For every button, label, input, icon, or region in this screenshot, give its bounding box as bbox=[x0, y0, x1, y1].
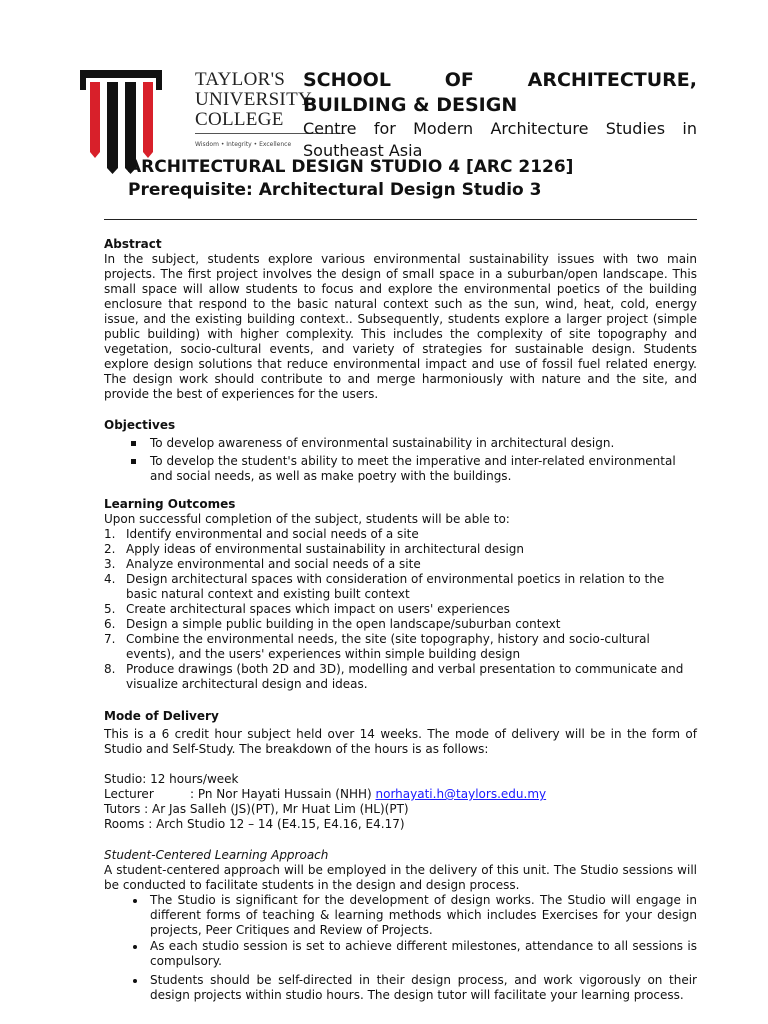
list-item bbox=[104, 527, 697, 542]
item-number: 7. bbox=[104, 632, 116, 646]
school-word: OF bbox=[444, 69, 474, 91]
list-item: To develop the student's ability to meet the imperative and inter-related environmental and social needs, as well as make poetry with the buildings. bbox=[104, 454, 697, 484]
item-number: 5. bbox=[104, 602, 116, 616]
school-title bbox=[303, 68, 697, 118]
item-text: Apply ideas of environmental sustainability in architectural design bbox=[126, 542, 525, 556]
scl-section bbox=[104, 848, 697, 1003]
list-item bbox=[104, 572, 697, 602]
course-heading bbox=[128, 156, 573, 202]
logo-line2: UNIVERSITY bbox=[195, 89, 312, 110]
delivery-text: This is a 6 credit hour subject held over 14 weeks. The mode of delivery will be in the form of Studio and Self-Study. The breakdown of the hours is as follows: bbox=[104, 727, 697, 756]
list-item bbox=[104, 557, 697, 572]
item-number: 3. bbox=[104, 557, 116, 571]
item-text: Design architectural spaces with consideration of environmental poetics in relation to the basic natural context and existing built context bbox=[126, 572, 665, 601]
list-item: Students should be self-directed in their design process, and work vigorously on their design projects within studio hours. The design tutor will facilitate your learning process. bbox=[104, 973, 697, 1003]
logo-tagline: Wisdom • Integrity • Excellence bbox=[195, 141, 292, 148]
rooms-line: Rooms : Arch Studio 12 – 14 (E4.15, E4.16, E4.17) bbox=[104, 817, 405, 831]
list-item bbox=[104, 662, 697, 692]
delivery-section bbox=[104, 709, 697, 832]
outcomes-section bbox=[104, 497, 697, 692]
school-title-line2: BUILDING & DESIGN bbox=[303, 94, 518, 116]
logo-line1: TAYLOR'S bbox=[195, 69, 286, 90]
list-item: As each studio session is set to achieve different milestones, attendance to all sessions is compulsory. bbox=[104, 939, 697, 969]
abstract-section bbox=[104, 237, 697, 402]
delivery-heading: Mode of Delivery bbox=[104, 709, 219, 723]
lecturer-name: : Pn Nor Hayati Hussain (NHH) bbox=[190, 787, 372, 801]
item-number: 1. bbox=[104, 527, 116, 541]
scl-text: A student-centered approach will be employed in the delivery of this unit. The Studio sessions will be conducted to facilitate students in the design and design process. bbox=[104, 863, 697, 892]
item-number: 8. bbox=[104, 662, 116, 676]
header-divider bbox=[104, 219, 697, 220]
studio-hours: Studio: 12 hours/week bbox=[104, 772, 239, 786]
item-number: 2. bbox=[104, 542, 116, 556]
list-item bbox=[104, 542, 697, 557]
school-word: SCHOOL bbox=[303, 69, 391, 91]
item-number: 6. bbox=[104, 617, 116, 631]
item-text: Create architectural spaces which impact on users' experiences bbox=[126, 602, 510, 616]
list-item bbox=[104, 617, 697, 632]
item-text: Design a simple public building in the open landscape/suburban context bbox=[126, 617, 561, 631]
lecturer-label: Lecturer bbox=[104, 787, 154, 801]
outcomes-intro: Upon successful completion of the subject, students will be able to: bbox=[104, 512, 510, 526]
school-word: ARCHITECTURE, bbox=[527, 69, 697, 91]
lecturer-line bbox=[104, 787, 697, 802]
list-item: To develop awareness of environmental sustainability in architectural design. bbox=[104, 436, 697, 451]
centre-subtitle: Centre for Modern Architecture Studies in Southeast Asia bbox=[303, 119, 697, 160]
course-title: ARCHITECTURAL DESIGN STUDIO 4 [ARC 2126] bbox=[128, 157, 574, 177]
abstract-text: In the subject, students explore various environmental sustainability issues with two main projects. The first project involves the design of small space in a suburban/open landscape. This small space will allow students to focus and explore the environmental poetics of the building enclosure that respond to the basic natural context such as the sun, wind, heat, cold, energy issue, and the existing building context.. Subsequently, students explore a larger project (simple public building) with higher complexity. This includes the complexity of site topography and vegetation, socio-cultural events, and variety of strategies for sustainable design. Students explore design solutions that reduce environmental impact and use of fossil fuel related energy. The design work should contribute to and merge harmoniously with nature and the site, and provide the best of experiences for the users. bbox=[104, 252, 697, 401]
list-item: The Studio is significant for the development of design works. The Studio will engage in different forms of teaching & learning methods which includes Exercises for your design projects, Peer Critiques and Review of Projects. bbox=[104, 893, 697, 938]
item-text: Produce drawings (both 2D and 3D), modelling and verbal presentation to communicate and visualize architectural design and ideas. bbox=[126, 662, 684, 691]
tutors-line: Tutors : Ar Jas Salleh (JS)(PT), Mr Huat Lim (HL)(PT) bbox=[104, 802, 409, 816]
lecturer-email-link[interactable]: norhayati.h@taylors.edu.my bbox=[375, 787, 547, 801]
item-text: Identify environmental and social needs of a site bbox=[126, 527, 419, 541]
outcomes-heading: Learning Outcomes bbox=[104, 497, 236, 511]
abstract-heading: Abstract bbox=[104, 237, 162, 251]
list-item bbox=[104, 632, 697, 662]
prerequisite: Prerequisite: Architectural Design Studio 3 bbox=[128, 180, 542, 200]
item-text: Analyze environmental and social needs of a site bbox=[126, 557, 421, 571]
item-text: Combine the environmental needs, the site (site topography, history and socio-cultural events), and the users' experiences within simple building design bbox=[126, 632, 650, 661]
item-number: 4. bbox=[104, 572, 116, 586]
list-item bbox=[104, 602, 697, 617]
objectives-heading: Objectives bbox=[104, 418, 176, 432]
objectives-section bbox=[104, 418, 697, 484]
scl-heading: Student-Centered Learning Approach bbox=[104, 848, 329, 862]
logo-line3: COLLEGE bbox=[195, 109, 284, 130]
